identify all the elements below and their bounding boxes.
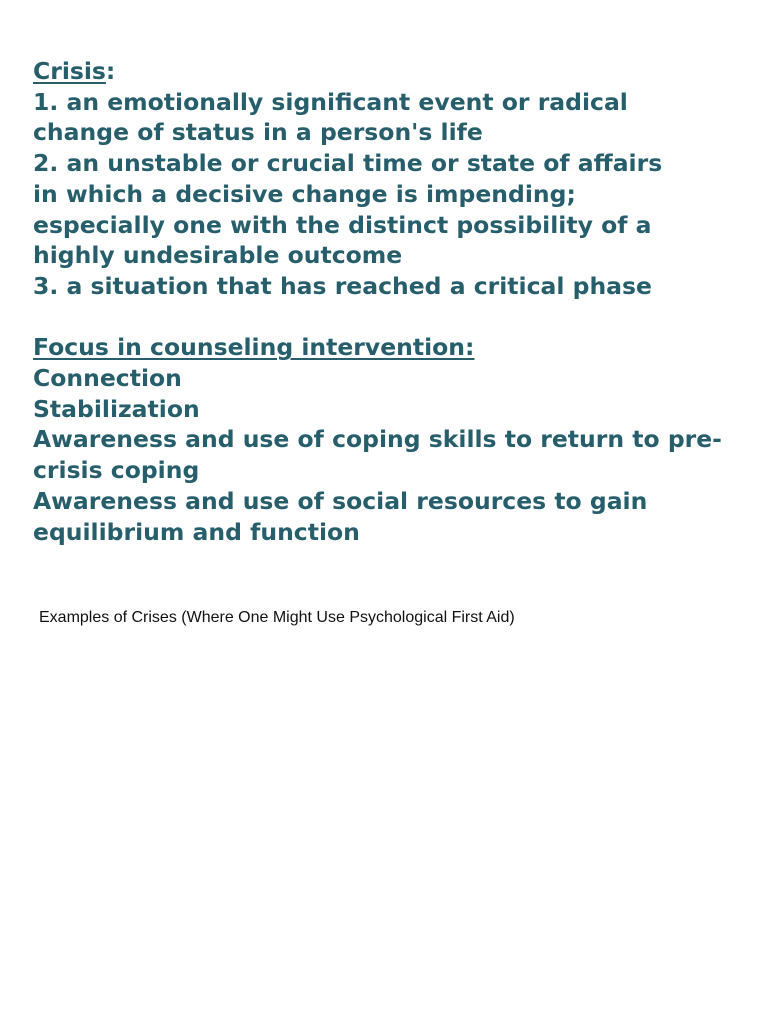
- focus-item-social-resources: Awareness and use of social resources to gain equilibrium and function: [33, 486, 648, 546]
- crisis-definition-2-line-3: especially one with the distinct possibility of a: [33, 210, 652, 239]
- focus-heading: Focus in counseling intervention:: [33, 333, 475, 362]
- crisis-definition-1-line-1: 1. an emotionally significant event or radical: [33, 87, 628, 116]
- crisis-definition-block: [33, 56, 748, 547]
- focus-item-stabilization: Stabilization: [33, 394, 200, 423]
- focus-item-coping-skills: Awareness and use of coping skills to return to pre-crisis coping: [33, 425, 722, 485]
- crisis-heading-colon: :: [105, 57, 116, 85]
- crisis-definition-1-line-2: change of status in a person's life: [33, 118, 483, 147]
- crisis-definition-2-line-4: highly undesirable outcome: [33, 241, 403, 270]
- crisis-heading: Crisis: [33, 57, 106, 85]
- crisis-definition-2-line-1: 2. an unstable or crucial time or state of affairs: [33, 149, 663, 178]
- examples-caption: Examples of Crises (Where One Might Use Psychological First Aid): [39, 609, 515, 626]
- crisis-definition-2-line-2: in which a decisive change is impending;: [33, 179, 576, 208]
- section-spacer: [33, 302, 748, 333]
- crisis-heading-line: [33, 56, 748, 87]
- focus-item-connection: Connection: [33, 364, 182, 393]
- crisis-definition-3: 3. a situation that has reached a critical phase: [33, 271, 652, 300]
